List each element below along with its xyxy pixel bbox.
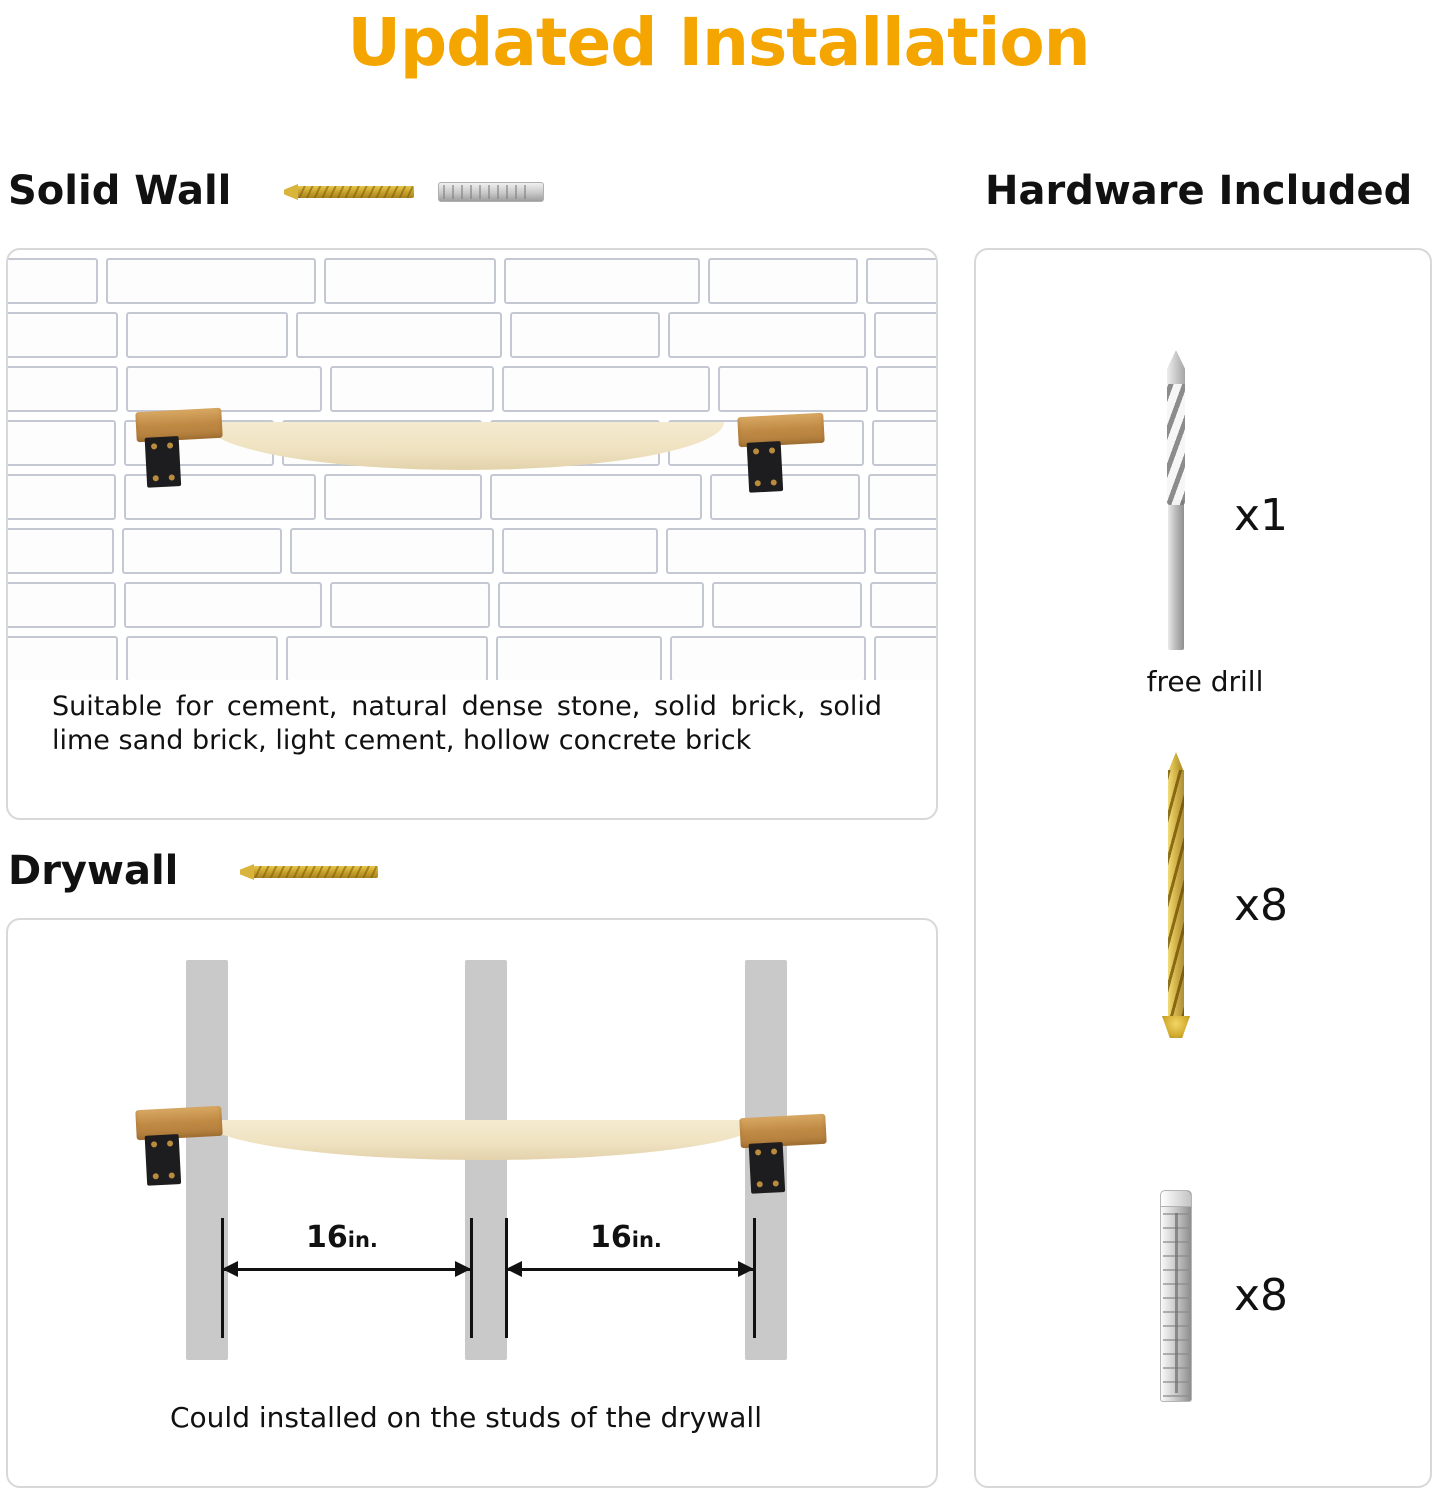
dimension-unit: in. (347, 1228, 378, 1252)
drill-bit-icon (1165, 350, 1187, 650)
dimension-tick (470, 1218, 473, 1338)
screw-threads (252, 866, 378, 878)
screw-shaft (1168, 770, 1184, 1018)
dimension-value: 16 (590, 1220, 632, 1255)
bracket-screw-holes (753, 447, 777, 486)
dimension-unit: in. (631, 1228, 662, 1252)
drill-bit-label: free drill (1146, 665, 1264, 698)
wall-anchor-count: x8 (1234, 1270, 1289, 1321)
hardware-panel (974, 248, 1432, 1488)
bracket-screw-holes (755, 1148, 779, 1187)
wood-screw-count: x8 (1234, 880, 1289, 931)
solid-wall-heading: Solid Wall (8, 168, 232, 214)
wood-screw-icon (1162, 770, 1190, 1038)
screw-head (1162, 1016, 1190, 1038)
dimension-label-2 (590, 1220, 662, 1255)
hardware-heading: Hardware Included (985, 168, 1413, 214)
wall-anchor-icon (438, 182, 544, 202)
dimension-value: 16 (306, 1220, 348, 1255)
drill-tip (1167, 350, 1185, 384)
screw-icon (296, 186, 414, 198)
screw-threads (1168, 770, 1184, 1018)
screw-threads (296, 186, 414, 198)
screw-point (1168, 752, 1184, 772)
wall-anchor-icon (1160, 1190, 1192, 1402)
bracket-screw-holes (151, 1140, 175, 1179)
dimension-arrow (507, 1268, 753, 1271)
bracket-screw-holes (151, 442, 175, 481)
drill-bit-count: x1 (1234, 490, 1289, 541)
drywall-caption: Could installed on the studs of the drywall (169, 1401, 762, 1434)
dimension-tick (753, 1218, 756, 1338)
dimension-label-1 (306, 1220, 378, 1255)
dimension-tick (505, 1218, 508, 1338)
solid-wall-caption: Suitable for cement, natural dense stone, solid brick, solid lime sand brick, light cement, hollow concrete brick (52, 691, 882, 756)
dimension-arrow (223, 1268, 470, 1271)
left-wood-bracket (135, 1106, 222, 1140)
drywall-heading: Drywall (8, 848, 179, 894)
dimension-tick (221, 1218, 224, 1338)
drill-shank (1168, 500, 1184, 650)
right-wood-bracket (737, 413, 824, 447)
drill-flute (1167, 380, 1185, 505)
right-wood-bracket (739, 1114, 826, 1148)
page-title: Updated Installation (347, 4, 1090, 81)
anchor-ridges (443, 185, 533, 199)
screw-icon (252, 866, 378, 878)
canvas-sling-shelf (203, 1120, 763, 1160)
anchor-collar (1161, 1191, 1191, 1207)
left-wood-bracket (135, 408, 222, 442)
anchor-slot (1175, 1213, 1178, 1393)
